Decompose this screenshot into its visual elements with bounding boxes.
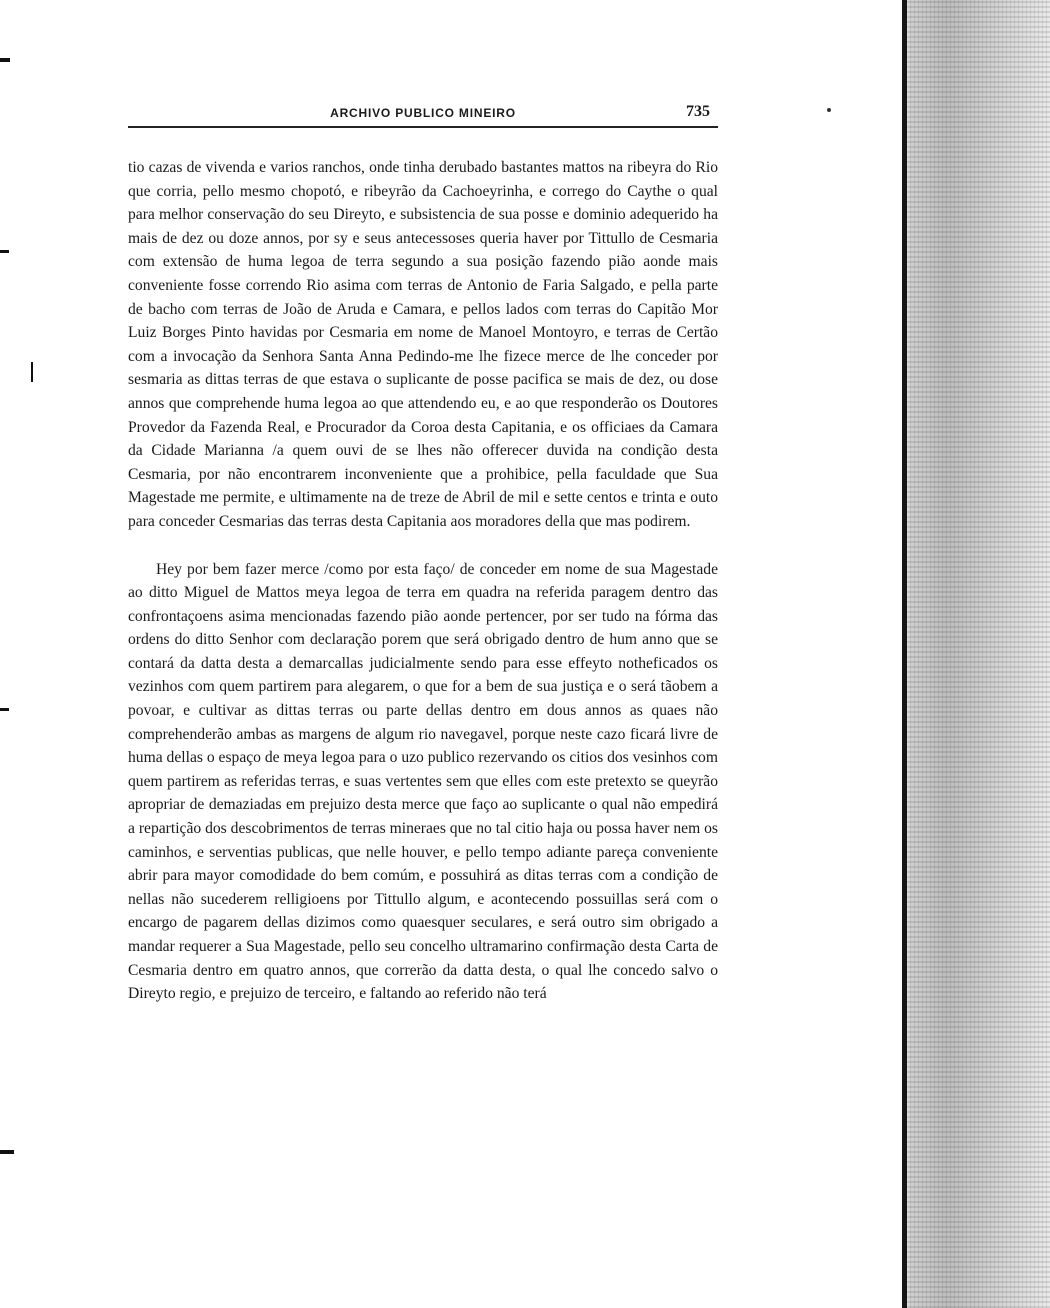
paragraph-2: Hey por bem fazer merce /como por esta faço/ de conceder em nome de sua Magestade ao ditto Miguel de Mattos meya legoa de terra em quadra na referida paragem dentro das confrontaçoens asima mencionadas fazendo pião aonde pertencer, por ser tudo na fórma das ordens do ditto Senhor com declaração porem que será obrigado dentro de hum anno que se contará da datta desta a demarcallas judicialmente sendo para esse effeyto notheficados os vezinhos com quem partirem para alegarem, o que for a bem de sua justiça e o será tãobem a povoar, e cultivar as dittas terras ou parte dellas dentro em dous annos as quaes não comprehenderão ambas as margens de algum rio navegavel, porque neste cazo ficará livre de huma dellas o espaço de meya legoa para o uzo publico rezervando os citios dos vesinhos com quem partirem as referidas terras, e suas vertentes sem que elles com este pretexto se queyrão apropriar de demaziadas em prejuizo desta merce que faço ao suplicante o qual não empedirá a repartição dos descobrimentos de terras mineraes que no tal citio haja ou possa haver nem os caminhos, e serventias publicas, que nelle houver, e pello tempo adiante pareça conveniente abrir para mayor comodidade do bem comúm, e possuhirá as ditas terras com a condição de nellas não sucederem relligioens por Tittullo algum, e acontecendo possuillas será com o encargo de pagarem dellas dizimos como quaesquer seculares, e será outro sim obrigado a mandar requerer a Sua Magestade, pello seu concelho ultramarino confirmação desta Carta de Cesmaria dentro em quatro annos, que correrão da datta desta, o qual lhe concedo salvo o Direyto regio, e prejuizo de terceiro, e faltando ao referido não terá [128, 560, 718, 1003]
scan-speck [827, 108, 831, 112]
margin-mark [0, 250, 9, 253]
document-page [128, 100, 718, 1006]
header-title: ARCHIVO PUBLICO MINEIRO [330, 106, 516, 120]
margin-mark [0, 1150, 14, 1154]
page-edge-line [902, 0, 907, 1308]
page-number: 735 [686, 103, 710, 120]
margin-mark [0, 58, 10, 62]
scanned-page-edge [902, 0, 1050, 1308]
running-header [128, 100, 718, 128]
margin-mark [31, 362, 33, 382]
paragraph-1: tio cazas de vivenda e varios ranchos, onde tinha derubado bastantes mattos na ribeyra do Rio que corria, pello mesmo chopotó, e ribeyrão da Cachoeyrinha, e corrego do Caythe o qual para melhor conservação do seu Direyto, e subsistencia de sua posse e dominio adequerido ha mais de dez ou doze annos, por sy e seus antecessoses queria haver por Tittullo de Cesmaria com extensão de huma legoa de terra segundo a sua posição fazendo pião aonde mais conveniente fosse correndo Rio asima com terras de Antonio de Faria Salgado, e pella parte de bacho com terras de João de Aruda e Camara, e pellos lados com terras do Capitão Mor Luiz Borges Pinto havidas por Cesmaria em nome de Manoel Montoyro, e terras de Certão com a invocação da Senhora Santa Anna Pedindo-me lhe fizece merce de lhe conceder por sesmaria as dittas terras de que estava o suplicante de posse pacifica se mais de dez, ou dose annos que comprehende huma legoa ao que attendendo eu, e ao que responderão os Doutores Provedor da Fazenda Real, e Procurador da Coroa desta Capitania, e os officiaes da Camara da Cidade Marianna /a quem ouvi de se lhes não offerecer duvida na condição desta Cesmaria, por não encontrarem inconveniente que a prohibice, pella faculdade que Sua Magestade me permite, e ultimamente na de treze de Abril de mil e sette centos e trinta e outo para conceder Cesmarias das terras desta Capitania aos moradores della que mas podirem. [128, 159, 718, 530]
margin-mark [0, 708, 9, 711]
